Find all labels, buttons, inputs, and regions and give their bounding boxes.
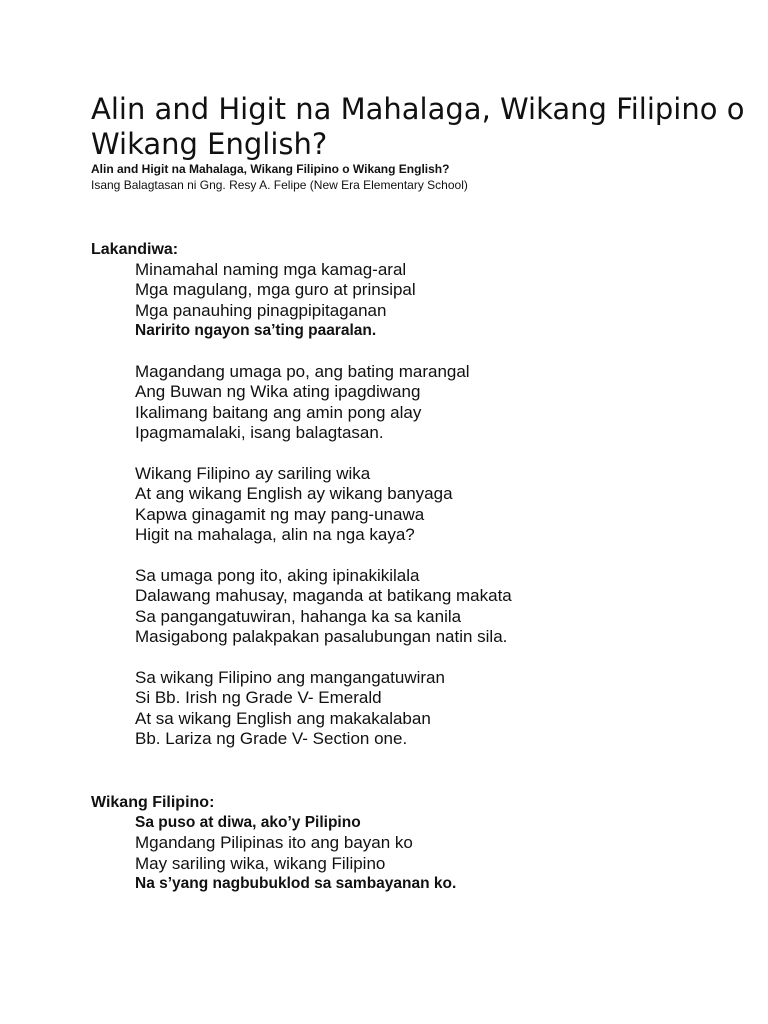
verse-line: Sa umaga pong ito, aking ipinakikilala	[135, 566, 420, 585]
verse-line: At ang wikang English ay wikang banyaga	[135, 484, 453, 504]
verse-line: Wikang Filipino ay sariling wika	[135, 464, 371, 483]
verse-line: Si Bb. Irish ng Grade V- Emerald	[135, 688, 382, 708]
verse-line: At sa wikang English ang makakalaban	[135, 708, 431, 728]
document-title: Alin and Higit na Mahalaga, Wikang Filipino o Wikang English?	[91, 92, 745, 161]
author-line: Isang Balagtasan ni Gng. Resy A. Felipe (New Era Elementary School)	[91, 178, 468, 192]
stanza	[135, 464, 453, 545]
verse-line: Dalawang mahusay, maganda at batikang makata	[135, 586, 512, 606]
verse-line: May sariling wika, wikang Filipino	[135, 853, 386, 873]
verse-line: Bb. Lariza ng Grade V- Section one.	[135, 728, 408, 748]
verse-line: Ang Buwan ng Wika ating ipagdiwang	[135, 382, 421, 402]
verse-line: Mgandang Pilipinas ito ang bayan ko	[135, 833, 413, 853]
verse-line: Higit na mahalaga, alin na nga kaya?	[135, 524, 415, 544]
verse-line: Sa pangangatuwiran, hahanga ka sa kanila	[135, 606, 462, 626]
verse-line: Ipagmamalaki, isang balagtasan.	[135, 422, 384, 442]
verse-line: Masigabong palakpakan pasalubungan natin sila.	[135, 626, 508, 646]
speaker-label-wikang-filipino: Wikang Filipino:	[91, 794, 215, 811]
stanza	[135, 566, 512, 647]
verse-line: Naririto ngayon sa’ting paaralan.	[135, 321, 377, 339]
verse-line: Magandang umaga po, ang bating marangal	[135, 362, 470, 381]
stanza	[135, 668, 445, 749]
verse-line: Sa puso at diwa, ako’y Pilipino	[135, 814, 361, 831]
verse-line: Kapwa ginagamit ng may pang-unawa	[135, 504, 425, 524]
stanza	[135, 260, 416, 341]
verse-line: Minamahal naming mga kamag-aral	[135, 260, 407, 279]
verse-line: Mga magulang, mga guro at prinsipal	[135, 280, 416, 300]
verse-line: Mga panauhing pinagpipitaganan	[135, 300, 387, 320]
stanza	[135, 362, 470, 443]
verse-line: Na s’yang nagbubuklod sa sambayanan ko.	[135, 874, 457, 892]
stanza	[135, 813, 456, 894]
verse-line: Ikalimang baitang ang amin pong alay	[135, 402, 422, 422]
document-subtitle: Alin and Higit na Mahalaga, Wikang Filipino o Wikang English?	[91, 162, 450, 176]
speaker-label-lakandiwa: Lakandiwa:	[91, 241, 179, 258]
verse-line: Sa wikang Filipino ang mangangatuwiran	[135, 668, 445, 687]
